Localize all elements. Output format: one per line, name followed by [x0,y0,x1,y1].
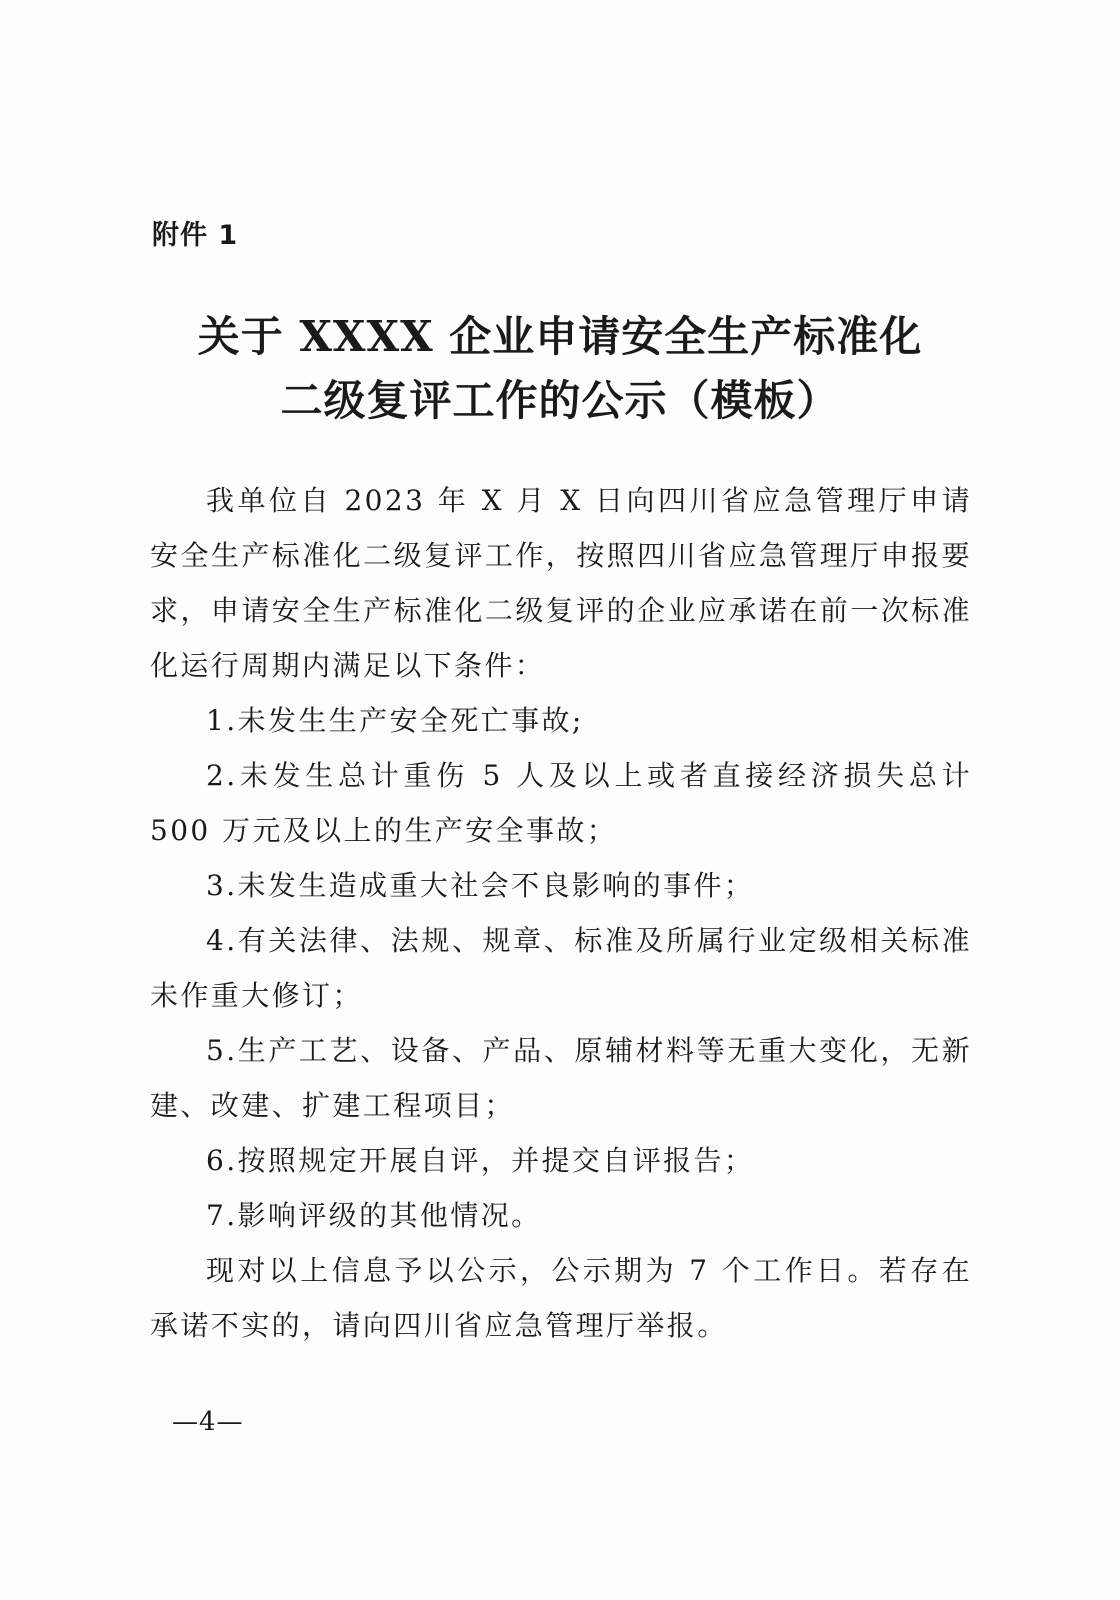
condition-item-7: 7.影响评级的其他情况。 [206,1199,542,1232]
title-line-2: 二级复评工作的公示（模板） [280,376,840,425]
condition-item-6: 6.按照规定开展自评，并提交自评报告； [206,1144,755,1177]
paragraph-intro: 我单位自 2023 年 X 月 X 日向四川省应急管理厅申请安全生产标准化二级复评工作，按照四川省应急管理厅申报要求，申请安全生产标准化二级复评的企业应承诺在前一次标准化运行周期内满足以下条件： [150,484,972,682]
document-body [150,473,972,1353]
paragraph-closing: 现对以上信息予以公示，公示期为 7 个工作日。若存在承诺不实的，请向四川省应急管理厅举报。 [150,1254,972,1342]
document-title [0,305,1120,433]
condition-item-5: 5.生产工艺、设备、产品、原辅材料等无重大变化，无新建、改建、扩建工程项目； [150,1034,972,1122]
page-number: —4— [172,1407,244,1437]
condition-item-3: 3.未发生造成重大社会不良影响的事件； [206,869,755,902]
attachment-label: 附件 1 [152,220,239,251]
condition-item-1: 1.未发生生产安全死亡事故; [206,704,584,737]
condition-item-4: 4.有关法律、法规、规章、标准及所属行业定级相关标准未作重大修订； [150,924,972,1012]
title-line-1: 关于 XXXX 企业申请安全生产标准化 [197,312,923,361]
condition-item-2: 2.未发生总计重伤 5 人及以上或者直接经济损失总计 500 万元及以上的生产安全事故； [150,759,972,847]
